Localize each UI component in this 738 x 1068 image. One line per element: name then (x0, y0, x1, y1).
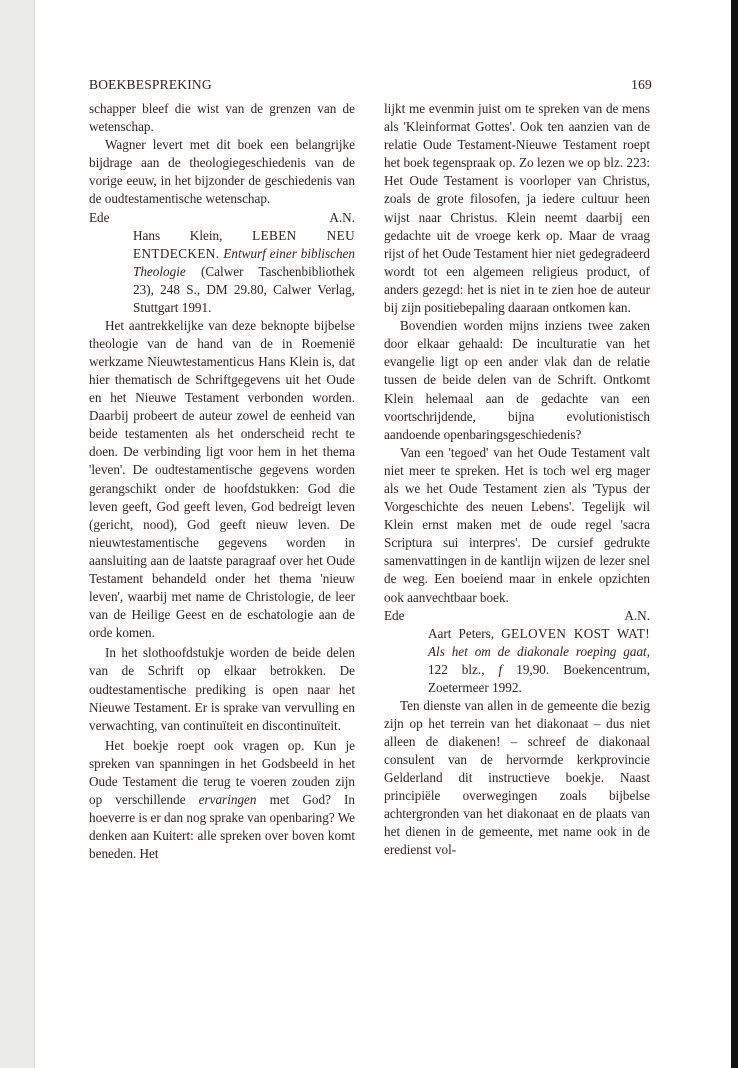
review-signature (384, 607, 650, 625)
paragraph-continuation: schapper bleef die wist van de grenzen van de wetenschap. (89, 101, 355, 135)
paragraph-wagner: Wagner levert met dit boek een belangrijke bijdrage aan de theologiegeschiedenis van de vorige eeuw, in het bijzonder de geschiedenis van de oudtestamentische wetenschap. (89, 137, 355, 207)
paragraph-conclusion: Van een 'tegoed' van het Oude Testament valt niet meer te spreken. Het is toch wel erg mager als we het Oude Testament zien als 'Typus der Vorgeschichte des neuen Lebens'. Tegelijk wil Klein ernst maken met de oude regel 'sacra Scriptura sui interpres'. De cursief gedrukte samenvattingen in de kantlijn wijzen de lezer snel de weg. Een boeiend maar in enkele opzichten ook aanvechtbaar boek. (384, 444, 650, 605)
scan-left-edge-line (34, 0, 35, 1068)
scan-left-margin (0, 0, 34, 1068)
bib-title: LEBEN NEU ENTDECKEN. (133, 227, 355, 261)
paragraph-closing-chapter: In het slothoofdstukje worden de beide delen van de Schrift op elkaar betrokken. De oudtestamentische prediking is open naar het Nieuwe Testament. Er is sprake van vervulling en verwachting, van continuïteit en discontinuïteit. (89, 645, 355, 733)
bib-publication-details: 19,90. Boekencentrum, Zoetermeer 1992. (428, 661, 650, 695)
paragraph-review-intro: Het aantrekkelijke van deze beknopte bijbelse theologie van de hand van de in Roemenië werkzame Nieuwtestamenticus Hans Klein is, dat hier thematisch de Schriftgegevens uit het Oude en het Nieuwe Testament verbonden worden. Daarbij probeert de auteur zowel de eenheid van beide testamenten als het onderscheid recht te doen. De verbinding ligt voor hem in het thema 'leven'. De oudtestamentische gegevens worden gerangschikt onder de hoofdstukken: God die leven geeft, God geeft leven, God bedreigt leven (gericht, nood), God geeft nieuw leven. De nieuwtestamentische gegevens worden in aansluiting aan de laatste paragraaf over het Oude Testament behandeld onder het thema 'nieuw leven', waarbij met name de Christologie, de leer van de Heilige Geest en de eschatologie aan de orde komen. (89, 317, 355, 641)
bibliographic-entry-peters (384, 625, 650, 697)
bib-subtitle: Als het om de diakonale roeping gaat, (428, 643, 650, 659)
bibliographic-entry-klein (89, 227, 355, 317)
signature-place: Ede (89, 209, 110, 225)
paragraph-questions-b: met God? In hoeverre is er dan nog sprake van openbaring? We denken aan Kuitert: alle spreken over boven komt beneden. Het (89, 792, 356, 862)
signature-place: Ede (384, 607, 405, 623)
left-column (89, 100, 355, 863)
emphasis-ervaringen: ervaringen (198, 792, 257, 808)
bib-title: GELOVEN KOST WAT! (501, 625, 651, 641)
signature-initials: A.N. (624, 607, 650, 623)
review-signature (89, 209, 355, 227)
bib-author: Hans Klein, (133, 227, 223, 243)
paragraph-questions-a: Het boekje roept ook vragen op. Kun je spreken van spanningen in het Godsbeeld in het Oude Testament die terug te voeren zouden zijn op verschillende (89, 737, 355, 808)
paragraph-inculturation: Bovendien worden mijns inziens twee zaken door elkaar gehaald: De inculturatie van het evangelie ligt op een ander vlak dan de relatie tussen de beide delen van de Schrift. Ontkomt Klein helemaal aan de gedachte van een voortschrijdende, bijna evolutionistisch aandoende openbaringsgeschiedenis? (384, 318, 650, 442)
right-column (384, 100, 650, 860)
paragraph-questions (89, 737, 355, 864)
page-number: 169 (631, 77, 652, 92)
bib-author: Aart Peters, (428, 625, 495, 641)
paragraph-diaconate: Ten dienste van allen in de gemeente die bezig zijn op het terrein van het diakonaat – dus niet alleen de diakenen! – schreef de diakonaal consulent van de hervormde kerkprovincie Gelderland dit instructieve boekje. Naast principiële overwegingen zoals bijbelse achtergronden van het diakonaat en de plaats van het dienen in de gemeente, met name ook in de eredienst vol- (384, 697, 650, 858)
bib-subtitle: Entwurf einer biblischen Theologie (133, 245, 355, 279)
bib-currency: f (498, 661, 503, 677)
running-head-title: BOEKBESPREKING (89, 77, 212, 92)
bib-pages: 122 blz., (428, 661, 485, 677)
scan-right-edge-bar (731, 0, 738, 1068)
paragraph-critique: lijkt me evenmin juist om te spreken van de mens als 'Kleinformat Gottes'. Ook ten aanzien van de relatie Oude Testament-Nieuwe Testament roept het boek tegenspraak op. Zo lezen we op blz. 223: Het Oude Testament is voorloper van Christus, zoals de grote filosofen, ja iedere cultuur heen wijst naar Christus. Klein neemt daarbij een gedachte uit de vroege kerk op. Maar de vraag rijst of het Oude Testament hier niet gedegradeerd wordt tot een algemeen religieus product, of anders gezegd: het is niet in te zien hoe de auteur bij zijn positiebepaling daaraan ontkomen kan. (384, 101, 650, 316)
signature-initials: A.N. (329, 209, 355, 225)
bib-publication-details: (Calwer Taschenbibliothek 23), 248 S., DM 29.80, Calwer Verlag, Stuttgart 1991. (133, 263, 355, 315)
